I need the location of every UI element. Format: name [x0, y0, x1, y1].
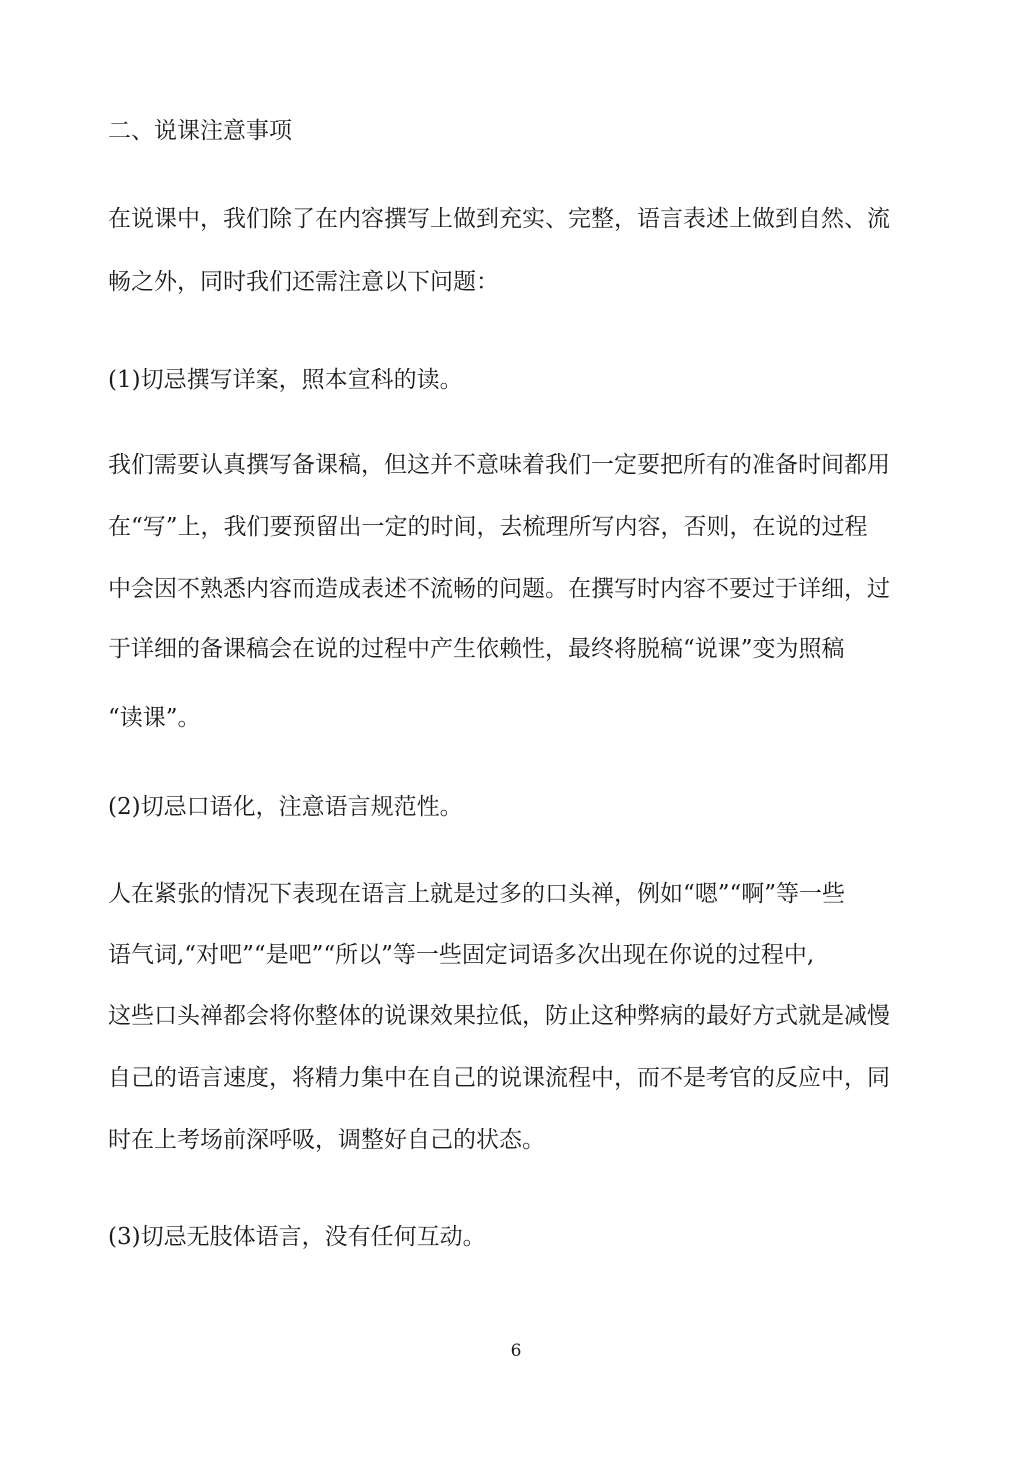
item-1-line-5: “读课”。 — [108, 705, 201, 731]
item-3-title: (3)切忌无肢体语言，没有任何互动。 — [108, 1224, 486, 1250]
item-1-line-4: 于详细的备课稿会在说的过程中产生依赖性，最终将脱稿“说课”变为照稿 — [108, 636, 845, 662]
section-heading: 二、说课注意事项 — [108, 118, 292, 144]
item-2-line-3: 这些口头禅都会将你整体的说课效果拉低，防止这种弊病的最好方式就是减慢 — [108, 1003, 890, 1029]
item-2-line-2: 语气词,“对吧”“是吧”“所以”等一些固定词语多次出现在你说的过程中, — [108, 942, 815, 968]
item-2-title: (2)切忌口语化，注意语言规范性。 — [108, 794, 463, 820]
item-2-line-1: 人在紧张的情况下表现在语言上就是过多的口头禅，例如“嗯”“啊”等一些 — [108, 881, 846, 907]
item-1-line-1: 我们需要认真撰写备课稿，但这并不意味着我们一定要把所有的准备时间都用 — [108, 452, 890, 478]
intro-line-2: 畅之外，同时我们还需注意以下问题： — [108, 269, 499, 295]
item-2-line-4: 自己的语言速度，将精力集中在自己的说课流程中，而不是考官的反应中，同 — [108, 1065, 890, 1091]
page-number: 6 — [510, 1341, 522, 1361]
item-1-line-3: 中会因不熟悉内容而造成表述不流畅的问题。在撰写时内容不要过于详细，过 — [108, 576, 890, 602]
item-2-line-5: 时在上考场前深呼吸，调整好自己的状态。 — [108, 1127, 545, 1153]
intro-line-1: 在说课中，我们除了在内容撰写上做到充实、完整，语言表述上做到自然、流 — [108, 206, 890, 232]
item-1-title: (1)切忌撰写详案，照本宣科的读。 — [108, 367, 463, 393]
item-1-line-2: 在“写”上，我们要预留出一定的时间，去梳理所写内容，否则，在说的过程 — [108, 514, 868, 540]
